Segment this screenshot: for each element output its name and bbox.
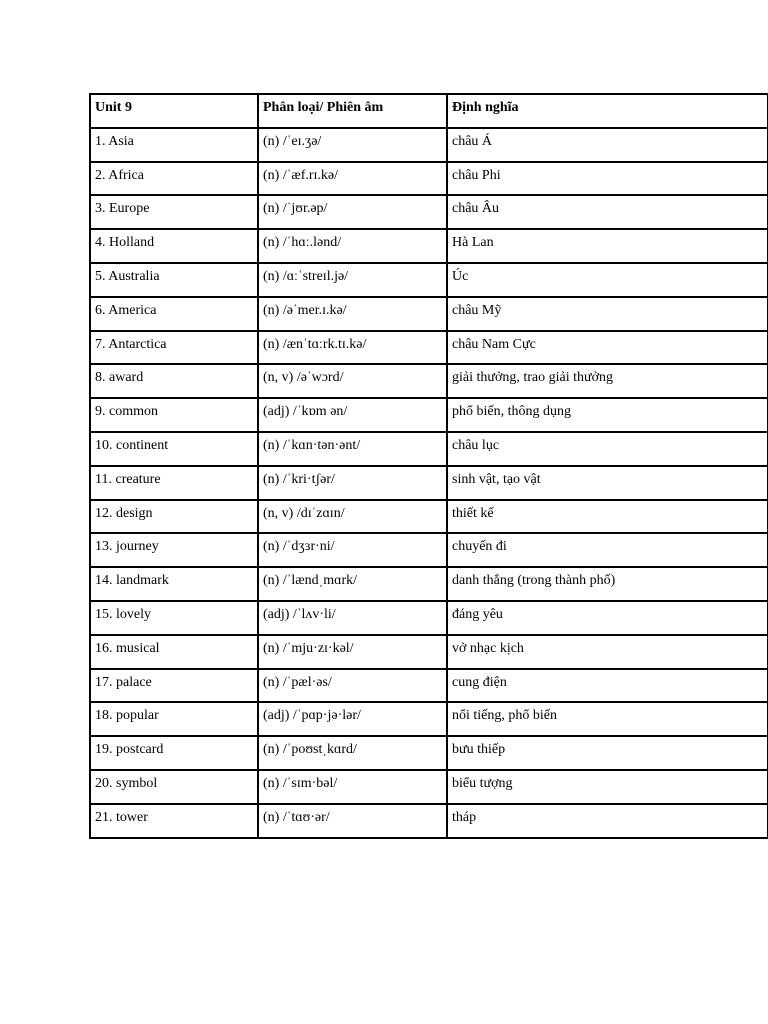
definition-cell [447, 195, 768, 229]
definition-cell [447, 635, 768, 669]
table-row [90, 635, 768, 669]
definition-text: vở nhạc kịch [452, 640, 524, 656]
pronunciation-text: (adj) /ˈpɑp·jə·lər/ [263, 708, 361, 724]
pronunciation-text: (n) /ˈmju·zɪ·kəl/ [263, 640, 354, 656]
word-cell [90, 601, 258, 635]
header-cell-unit [90, 94, 258, 128]
pronunciation-text: (n) /ˈhɑː.lənd/ [263, 235, 342, 251]
word-cell [90, 432, 258, 466]
pronunciation-text: (n, v) /dɪˈzɑɪn/ [263, 505, 345, 521]
pronunciation-text: (n) /ˈlændˌmɑrk/ [263, 573, 358, 589]
word-cell [90, 297, 258, 331]
word-cell [90, 567, 258, 601]
word-text: 20. symbol [95, 775, 158, 791]
table-row [90, 229, 768, 263]
word-text: 12. design [95, 505, 153, 521]
definition-text: châu Mỹ [452, 302, 502, 318]
pronunciation-cell [258, 162, 447, 196]
word-cell [90, 533, 258, 567]
pronunciation-cell [258, 567, 447, 601]
definition-cell [447, 533, 768, 567]
pronunciation-text: (n) /ˈkɑn·tən·ənt/ [263, 437, 361, 453]
word-cell [90, 331, 258, 365]
definition-text: nổi tiếng, phổ biến [452, 708, 557, 724]
word-cell [90, 770, 258, 804]
word-cell [90, 736, 258, 770]
table-row [90, 804, 768, 838]
word-text: 16. musical [95, 640, 160, 656]
definition-text: châu lục [452, 437, 500, 453]
header-type-pronunciation-label: Phân loại/ Phiên âm [263, 100, 384, 115]
definition-cell [447, 466, 768, 500]
pronunciation-cell [258, 229, 447, 263]
word-cell [90, 669, 258, 703]
word-text: 17. palace [95, 674, 152, 690]
word-cell [90, 162, 258, 196]
definition-text: sinh vật, tạo vật [452, 471, 541, 487]
definition-text: tháp [452, 809, 477, 825]
pronunciation-text: (n) /ˈdʒɜr·ni/ [263, 539, 335, 555]
word-cell [90, 128, 258, 162]
word-cell [90, 195, 258, 229]
pronunciation-cell [258, 601, 447, 635]
definition-cell [447, 398, 768, 432]
definition-text: châu Á [452, 133, 493, 149]
table-row [90, 567, 768, 601]
header-definition-label: Định nghĩa [452, 100, 519, 115]
word-text: 5. Australia [95, 268, 160, 284]
definition-text: cung điện [452, 674, 507, 690]
word-cell [90, 702, 258, 736]
vocabulary-table-body [90, 94, 768, 838]
pronunciation-cell [258, 533, 447, 567]
word-text: 13. journey [95, 539, 159, 555]
definition-cell [447, 702, 768, 736]
definition-cell [447, 229, 768, 263]
table-row [90, 702, 768, 736]
definition-cell [447, 669, 768, 703]
table-row [90, 770, 768, 804]
pronunciation-cell [258, 736, 447, 770]
definition-cell [447, 364, 768, 398]
definition-text: Úc [452, 268, 469, 284]
definition-cell [447, 432, 768, 466]
definition-text: biểu tượng [452, 775, 513, 791]
word-cell [90, 466, 258, 500]
pronunciation-text: (n) /ˈpæl·əs/ [263, 674, 332, 690]
definition-cell [447, 297, 768, 331]
word-cell [90, 804, 258, 838]
pronunciation-cell [258, 432, 447, 466]
table-row [90, 736, 768, 770]
pronunciation-cell [258, 331, 447, 365]
pronunciation-text: (n) /ˈæf.rɪ.kə/ [263, 167, 339, 183]
pronunciation-text: (adj) /ˈlʌv·li/ [263, 606, 336, 622]
definition-text: châu Phi [452, 167, 501, 183]
pronunciation-text: (n) /ˈjʊr.əp/ [263, 201, 328, 217]
pronunciation-cell [258, 263, 447, 297]
header-cell-definition [447, 94, 768, 128]
table-row [90, 398, 768, 432]
definition-text: Hà Lan [452, 235, 494, 251]
word-cell [90, 229, 258, 263]
word-text: 11. creature [95, 471, 161, 487]
definition-text: châu Âu [452, 201, 500, 217]
pronunciation-text: (n, v) /əˈwɔrd/ [263, 370, 344, 386]
pronunciation-text: (n) /ænˈtɑːrk.tɪ.kə/ [263, 336, 367, 352]
header-unit-label: Unit 9 [95, 100, 132, 115]
table-row [90, 297, 768, 331]
definition-cell [447, 736, 768, 770]
pronunciation-cell [258, 398, 447, 432]
word-cell [90, 263, 258, 297]
word-text: 1. Asia [95, 133, 134, 149]
pronunciation-text: (n) /ˈpoʊstˌkɑrd/ [263, 742, 357, 758]
table-row [90, 466, 768, 500]
definition-cell [447, 128, 768, 162]
pronunciation-cell [258, 466, 447, 500]
definition-text: danh thắng (trong thành phố) [452, 573, 616, 589]
table-row [90, 128, 768, 162]
word-text: 19. postcard [95, 742, 164, 758]
definition-text: châu Nam Cực [452, 336, 536, 352]
pronunciation-text: (n) /ˈsɪm·bəl/ [263, 775, 338, 791]
pronunciation-cell [258, 195, 447, 229]
pronunciation-cell [258, 635, 447, 669]
definition-cell [447, 770, 768, 804]
definition-text: thiết kế [452, 505, 494, 521]
table-row [90, 195, 768, 229]
definition-cell [447, 162, 768, 196]
definition-text: giải thưởng, trao giải thưởng [452, 370, 614, 386]
word-text: 3. Europe [95, 201, 150, 217]
definition-text: đáng yêu [452, 606, 503, 622]
pronunciation-cell [258, 500, 447, 534]
word-text: 10. continent [95, 437, 169, 453]
definition-cell [447, 500, 768, 534]
pronunciation-cell [258, 669, 447, 703]
pronunciation-text: (n) /ˈeɪ.ʒə/ [263, 133, 322, 149]
table-row [90, 669, 768, 703]
table-row [90, 263, 768, 297]
definition-cell [447, 331, 768, 365]
word-cell [90, 500, 258, 534]
pronunciation-text: (n) /ɑːˈstreɪl.jə/ [263, 268, 349, 284]
word-text: 8. award [95, 370, 144, 386]
table-row [90, 533, 768, 567]
pronunciation-cell [258, 364, 447, 398]
pronunciation-cell [258, 128, 447, 162]
word-text: 9. common [95, 404, 158, 420]
word-text: 7. Antarctica [95, 336, 167, 352]
word-text: 14. landmark [95, 573, 169, 589]
word-text: 21. tower [95, 809, 148, 825]
pronunciation-text: (n) /ˈtɑʊ·ər/ [263, 809, 330, 825]
pronunciation-cell [258, 804, 447, 838]
pronunciation-cell [258, 702, 447, 736]
word-text: 6. America [95, 302, 157, 318]
table-row [90, 331, 768, 365]
pronunciation-text: (n) /əˈmer.ɪ.kə/ [263, 302, 347, 318]
word-text: 4. Holland [95, 235, 155, 251]
word-text: 15. lovely [95, 606, 151, 622]
table-row [90, 364, 768, 398]
definition-cell [447, 601, 768, 635]
definition-cell [447, 263, 768, 297]
word-cell [90, 364, 258, 398]
pronunciation-text: (n) /ˈkri·tʃər/ [263, 471, 335, 487]
pronunciation-cell [258, 297, 447, 331]
word-text: 18. popular [95, 708, 159, 724]
table-row [90, 601, 768, 635]
definition-text: chuyến đi [452, 539, 507, 555]
vocabulary-table [89, 93, 768, 839]
word-cell [90, 398, 258, 432]
definition-text: bưu thiếp [452, 742, 506, 758]
word-cell [90, 635, 258, 669]
definition-cell [447, 804, 768, 838]
header-cell-type-pronunciation [258, 94, 447, 128]
word-text: 2. Africa [95, 167, 144, 183]
pronunciation-cell [258, 770, 447, 804]
table-header-row [90, 94, 768, 128]
pronunciation-text: (adj) /ˈkɒm ən/ [263, 404, 348, 420]
definition-cell [447, 567, 768, 601]
table-row [90, 432, 768, 466]
table-row [90, 500, 768, 534]
definition-text: phổ biến, thông dụng [452, 404, 571, 420]
table-row [90, 162, 768, 196]
